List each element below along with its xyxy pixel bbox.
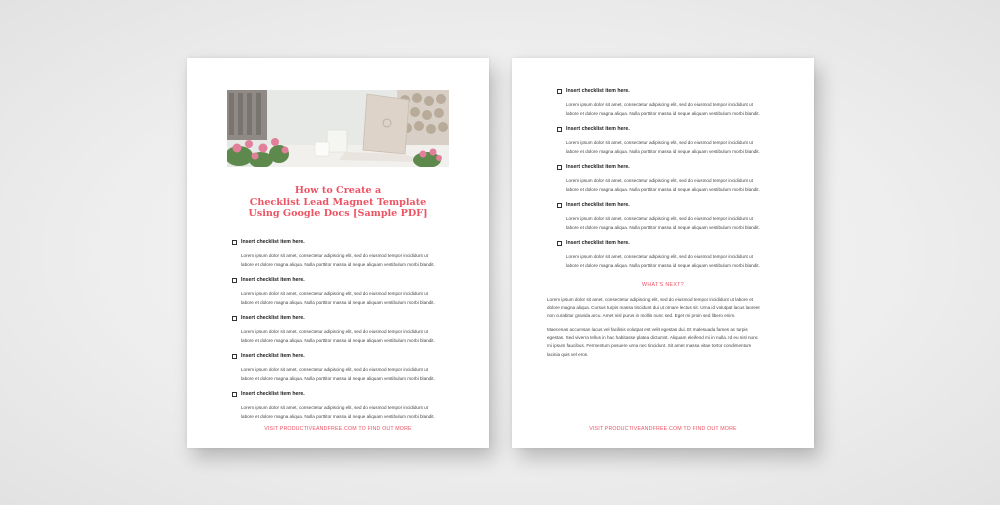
checklist-item-heading: Insert checklist item here.: [566, 240, 630, 246]
checklist-item-body: [241, 289, 460, 307]
checkbox-icon[interactable]: [557, 127, 562, 132]
document-title: [187, 185, 489, 220]
paragraph-line: egestas. Sed viverra tellus in hac habitasse platea dictumst. Aliquam eleifend mi in nulla. Id eu nisl nunc: [547, 335, 758, 341]
body-line: labore et dolore magna aliqua. Nulla porttitor massa id neque aliquam vestibulum morbi blandit.: [566, 187, 760, 192]
body-line: labore et dolore magna aliqua. Nulla porttitor massa id neque aliquam vestibulum morbi blandit.: [241, 338, 435, 343]
body-line: Lorem ipsum dolor sit amet, consectetur adipiscing elit, sed do eiusmod tempor incididunt ut: [241, 253, 428, 258]
checklist-item: [557, 239, 785, 270]
body-line: Lorem ipsum dolor sit amet, consectetur adipiscing elit, sed do eiusmod tempor incididunt ut: [241, 367, 428, 372]
checklist-item: [557, 201, 785, 232]
checkbox-icon[interactable]: [232, 392, 237, 397]
body-line: labore et dolore magna aliqua. Nulla porttitor massa id neque aliquam vestibulum morbi blandit.: [241, 376, 435, 381]
checklist-item: [557, 163, 785, 194]
checklist: [232, 238, 460, 428]
body-line: Lorem ipsum dolor sit amet, consectetur adipiscing elit, sed do eiusmod tempor incididunt ut: [566, 140, 753, 145]
body-line: labore et dolore magna aliqua. Nulla porttitor massa id neque aliquam vestibulum morbi blandit.: [241, 300, 435, 305]
checklist-item: [232, 352, 460, 383]
paragraph-line: non curabitur gravida arcu. Amet nisl purus in mollis nunc sed. Eget mi proin sed libero enim.: [547, 313, 736, 319]
hero-photo: [227, 90, 449, 167]
body-line: Lorem ipsum dolor sit amet, consectetur adipiscing elit, sed do eiusmod tempor incididunt ut: [241, 329, 428, 334]
body-line: Lorem ipsum dolor sit amet, consectetur adipiscing elit, sed do eiusmod tempor incididunt ut: [241, 405, 428, 410]
body-paragraph: [547, 326, 782, 359]
hero-photo-illustration: [227, 90, 449, 167]
checklist-item-heading: Insert checklist item here.: [241, 353, 305, 359]
checklist-item-body: [241, 365, 460, 383]
body-line: labore et dolore magna aliqua. Nulla porttitor massa id neque aliquam vestibulum morbi blandit.: [241, 414, 435, 419]
body-paragraph: [547, 296, 782, 321]
checklist-item-heading: Insert checklist item here.: [241, 239, 305, 245]
document-page-1: [187, 58, 489, 448]
checklist-item-body: [566, 138, 785, 156]
body-line: labore et dolore magna aliqua. Nulla porttitor massa id neque aliquam vestibulum morbi blandit.: [566, 225, 760, 230]
checklist-item: [232, 276, 460, 307]
body-line: labore et dolore magna aliqua. Nulla porttitor massa id neque aliquam vestibulum morbi blandit.: [566, 149, 760, 154]
paragraph-line: mi ipsum faucibus. Fermentum posuere urna nec tincidunt. Sit amet massa vitae tortor condimentum: [547, 343, 752, 349]
paragraph-line: Lorem ipsum dolor sit amet, consectetur adipiscing elit, sed do eiusmod tempor incididunt ut labore et: [547, 297, 754, 302]
paragraph-line: lacinia quis vel eros.: [547, 351, 589, 357]
title-line: Checklist Lead Magnet Template: [249, 196, 427, 208]
checklist: [557, 87, 785, 277]
checklist-item-heading: Insert checklist item here.: [566, 202, 630, 208]
checklist-item-heading: Insert checklist item here.: [566, 126, 630, 132]
checkbox-icon[interactable]: [557, 203, 562, 208]
checklist-item: [232, 314, 460, 345]
body-line: labore et dolore magna aliqua. Nulla porttitor massa id neque aliquam vestibulum morbi blandit.: [566, 263, 760, 268]
checklist-item-body: [566, 214, 785, 232]
body-line: Lorem ipsum dolor sit amet, consectetur adipiscing elit, sed do eiusmod tempor incididunt ut: [566, 254, 753, 259]
paragraph-line: dolore magna aliqua. Cursus turpis massa tincidunt dui ut ornare lectus sit. Urna id volutpat lacus laoreet: [547, 305, 760, 311]
paragraph-line: Maecenas accumsan lacus vel facilisis volutpat est velit egestas dui. Et malesuada fames ac turpis: [547, 327, 748, 332]
checklist-item-heading: Insert checklist item here.: [566, 88, 630, 94]
body-line: Lorem ipsum dolor sit amet, consectetur adipiscing elit, sed do eiusmod tempor incididunt ut: [566, 178, 753, 183]
checklist-item: [557, 125, 785, 156]
checkbox-icon[interactable]: [557, 241, 562, 246]
title-line: How to Create a: [294, 185, 382, 196]
checklist-item: [232, 390, 460, 421]
checklist-item-heading: Insert checklist item here.: [241, 391, 305, 397]
footer-link[interactable]: VISIT PRODUCTIVEANDFREE.COM TO FIND OUT MORE: [589, 426, 737, 432]
body-line: labore et dolore magna aliqua. Nulla porttitor massa id neque aliquam vestibulum morbi blandit.: [241, 262, 435, 267]
checkbox-icon[interactable]: [232, 354, 237, 359]
checkbox-icon[interactable]: [557, 165, 562, 170]
document-page-2: [512, 58, 814, 448]
checkbox-icon[interactable]: [232, 240, 237, 245]
footer-link[interactable]: VISIT PRODUCTIVEANDFREE.COM TO FIND OUT MORE: [264, 426, 412, 432]
checkbox-icon[interactable]: [232, 278, 237, 283]
checklist-item-heading: Insert checklist item here.: [241, 277, 305, 283]
checklist-item: [557, 87, 785, 118]
body-line: labore et dolore magna aliqua. Nulla porttitor massa id neque aliquam vestibulum morbi blandit.: [566, 111, 760, 116]
checklist-item-body: [241, 403, 460, 421]
title-line: Using Google Docs [Sample PDF]: [248, 208, 428, 220]
checkbox-icon[interactable]: [232, 316, 237, 321]
body-line: Lorem ipsum dolor sit amet, consectetur adipiscing elit, sed do eiusmod tempor incididunt ut: [241, 291, 428, 296]
checklist-item-body: [566, 176, 785, 194]
checkbox-icon[interactable]: [557, 89, 562, 94]
checklist-item-body: [566, 252, 785, 270]
checklist-item: [232, 238, 460, 269]
checklist-item-body: [241, 251, 460, 269]
checklist-item-body: [241, 327, 460, 345]
body-line: Lorem ipsum dolor sit amet, consectetur adipiscing elit, sed do eiusmod tempor incididunt ut: [566, 102, 753, 107]
whats-next-heading: WHAT'S NEXT?: [642, 282, 684, 288]
checklist-item-body: [566, 100, 785, 118]
checklist-item-heading: Insert checklist item here.: [566, 164, 630, 170]
checklist-item-heading: Insert checklist item here.: [241, 315, 305, 321]
body-line: Lorem ipsum dolor sit amet, consectetur adipiscing elit, sed do eiusmod tempor incididunt ut: [566, 216, 753, 221]
